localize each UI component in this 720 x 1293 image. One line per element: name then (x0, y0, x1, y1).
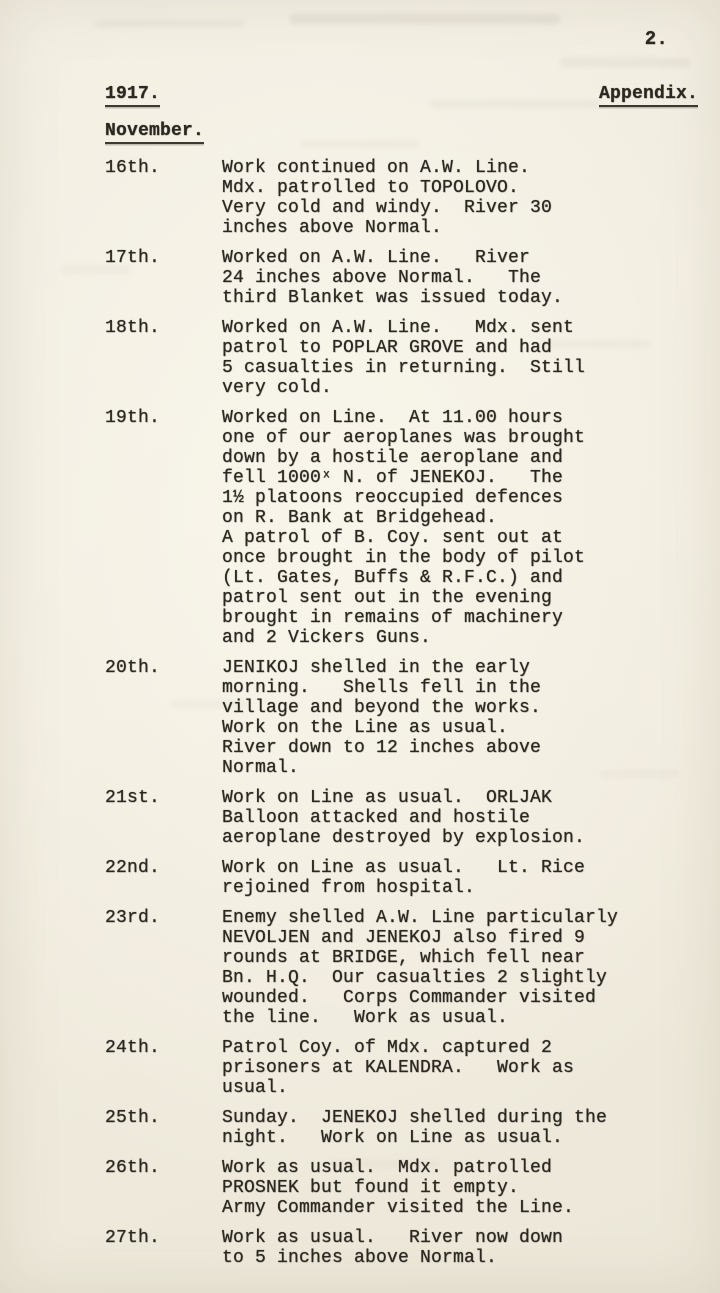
entry-line: prisoners at KALENDRA. Work as (222, 1058, 575, 1078)
entry-line: and 2 Vickers Guns. (222, 628, 432, 648)
entry-date: 25th. (105, 1108, 161, 1128)
entry-line: NEVOLJEN and JENEKOJ also fired 9 (222, 928, 586, 948)
entry-line: PROSNEK but found it empty. (222, 1178, 520, 1198)
diary-entry (105, 158, 720, 238)
entry-date: 23rd. (105, 908, 161, 928)
diary-entry (105, 248, 720, 308)
bleed-through-smudge (300, 140, 420, 148)
entry-body (222, 858, 720, 898)
entry-line: Enemy shelled A.W. Line particularly (222, 908, 619, 928)
entry-line: Work on Line as usual. ORLJAK (222, 788, 553, 808)
entry-line: 24 inches above Normal. The (222, 268, 542, 288)
page-number: 2. (644, 28, 668, 50)
entry-line: fell 1000ˣ N. of JENEKOJ. The (222, 468, 564, 488)
entry-line: one of our aeroplanes was brought (222, 428, 586, 448)
entry-line: Normal. (222, 758, 300, 778)
entry-line: Sunday. JENEKOJ shelled during the (222, 1108, 608, 1128)
entry-line: aeroplane destroyed by explosion. (222, 828, 586, 848)
entry-body (222, 1228, 720, 1268)
entry-body (222, 248, 720, 308)
entry-line: third Blanket was issued today. (222, 288, 564, 308)
entry-line: 1½ platoons reoccupied defences (222, 488, 564, 508)
bleed-through-smudge (560, 58, 690, 67)
entry-line: down by a hostile aeroplane and (222, 448, 564, 468)
month-heading: November. (105, 121, 204, 144)
entry-line: very cold. (222, 378, 333, 398)
entry-date: 17th. (105, 248, 161, 268)
entry-body (222, 658, 720, 778)
entry-body (222, 1108, 720, 1148)
entry-line: Worked on A.W. Line. River (222, 248, 531, 268)
entry-date: 22nd. (105, 858, 161, 878)
entry-line: on R. Bank at Bridgehead. (222, 508, 498, 528)
entry-line: the line. Work as usual. (222, 1008, 509, 1028)
entry-line: Work as usual. Mdx. patrolled (222, 1158, 553, 1178)
entry-date: 19th. (105, 408, 161, 428)
year-heading: 1917. (105, 84, 160, 107)
entry-line: inches above Normal. (222, 218, 443, 238)
diary-entry (105, 1108, 720, 1148)
entry-line: morning. Shells fell in the (222, 678, 542, 698)
bleed-through-smudge (290, 14, 560, 24)
entry-line: night. Work on Line as usual. (222, 1128, 564, 1148)
entry-line: patrol to POPLAR GROVE and had (222, 338, 553, 358)
entry-line: brought in remains of machinery (222, 608, 564, 628)
entry-line: Patrol Coy. of Mdx. captured 2 (222, 1038, 553, 1058)
entry-body (222, 408, 720, 648)
entry-line: Army Commander visited the Line. (222, 1198, 575, 1218)
entry-body (222, 1038, 720, 1098)
entry-line: rejoined from hospital. (222, 878, 476, 898)
entry-date: 16th. (105, 158, 161, 178)
entry-line: Worked on A.W. Line. Mdx. sent (222, 318, 575, 338)
entry-date: 27th. (105, 1228, 161, 1248)
entry-line: usual. (222, 1078, 289, 1098)
entry-line: Bn. H.Q. Our casualties 2 slightly (222, 968, 608, 988)
entry-line: wounded. Corps Commander visited (222, 988, 597, 1008)
entry-line: Work continued on A.W. Line. (222, 158, 531, 178)
bleed-through-smudge (95, 20, 245, 27)
diary-entry (105, 1228, 720, 1268)
entry-body (222, 158, 720, 238)
appendix-heading: Appendix. (599, 84, 698, 107)
diary-entry (105, 788, 720, 848)
entry-line: Balloon attacked and hostile (222, 808, 531, 828)
entry-line: to 5 inches above Normal. (222, 1248, 498, 1268)
entry-date: 24th. (105, 1038, 161, 1058)
entry-line: Work on the Line as usual. (222, 718, 509, 738)
entry-date: 21st. (105, 788, 161, 808)
entry-line: (Lt. Gates, Buffs & R.F.C.) and (222, 568, 564, 588)
entry-line: once brought in the body of pilot (222, 548, 586, 568)
entry-line: Work on Line as usual. Lt. Rice (222, 858, 586, 878)
entry-body (222, 788, 720, 848)
entry-line: rounds at BRIDGE, which fell near (222, 948, 586, 968)
diary-entry (105, 908, 720, 1028)
entry-line: patrol sent out in the evening (222, 588, 553, 608)
diary-entry (105, 408, 720, 648)
diary-entry (105, 858, 720, 898)
entry-line: 5 casualties in returning. Still (222, 358, 586, 378)
entry-line: Work as usual. River now down (222, 1228, 564, 1248)
entry-line: River down to 12 inches above (222, 738, 542, 758)
entry-line: Worked on Line. At 11.00 hours (222, 408, 564, 428)
entry-line: Mdx. patrolled to TOPOLOVO. (222, 178, 520, 198)
entry-date: 18th. (105, 318, 161, 338)
diary-entry (105, 1038, 720, 1098)
diary-entries (105, 158, 720, 1278)
entry-body (222, 1158, 720, 1218)
entry-date: 20th. (105, 658, 161, 678)
entry-line: Very cold and windy. River 30 (222, 198, 553, 218)
entry-date: 26th. (105, 1158, 161, 1178)
diary-entry (105, 658, 720, 778)
diary-entry (105, 318, 720, 398)
entry-line: A patrol of B. Coy. sent out at (222, 528, 564, 548)
diary-entry (105, 1158, 720, 1218)
entry-body (222, 318, 720, 398)
entry-line: JENIKOJ shelled in the early (222, 658, 531, 678)
entry-line: village and beyond the works. (222, 698, 542, 718)
entry-body (222, 908, 720, 1028)
